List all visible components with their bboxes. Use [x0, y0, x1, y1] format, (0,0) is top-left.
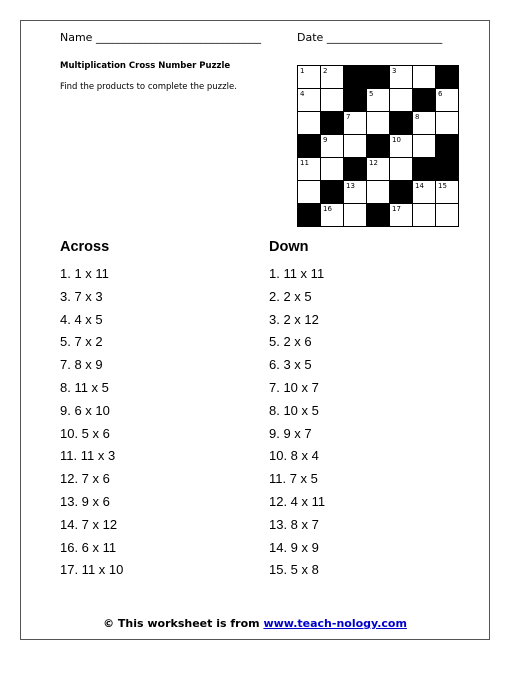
grid-cell[interactable] — [413, 204, 436, 227]
grid-cell-blocked — [367, 66, 390, 89]
grid-cell-number: 15 — [438, 182, 447, 190]
down-clue: 15. 5 x 8 — [269, 562, 319, 578]
grid-cell-blocked — [344, 66, 367, 89]
grid-cell-number: 14 — [415, 182, 424, 190]
down-clue-list — [269, 263, 325, 582]
grid-cell-blocked — [321, 181, 344, 204]
grid-cell[interactable] — [390, 204, 413, 227]
across-clue: 7. 8 x 9 — [60, 357, 103, 373]
grid-cell[interactable] — [367, 158, 390, 181]
grid-cell[interactable] — [344, 135, 367, 158]
grid-cell-blocked — [436, 158, 459, 181]
grid-cell-number: 3 — [392, 67, 397, 75]
grid-cell[interactable] — [298, 181, 321, 204]
grid-cell[interactable] — [436, 89, 459, 112]
grid-cell-number: 2 — [323, 67, 328, 75]
grid-cell[interactable] — [390, 135, 413, 158]
date-field-label: Date _____________________ — [297, 31, 443, 44]
grid-cell[interactable] — [344, 181, 367, 204]
across-clue: 1. 1 x 11 — [60, 266, 109, 281]
grid-cell-number: 9 — [323, 136, 328, 144]
grid-cell[interactable] — [436, 204, 459, 227]
grid-cell[interactable] — [321, 158, 344, 181]
grid-cell[interactable] — [298, 89, 321, 112]
grid-cell-blocked — [298, 135, 321, 158]
grid-cell-blocked — [367, 204, 390, 227]
grid-cell-blocked — [413, 89, 436, 112]
grid-cell[interactable] — [413, 181, 436, 204]
grid-cell[interactable] — [413, 135, 436, 158]
footer-link[interactable]: www.teach-nology.com — [263, 617, 407, 630]
grid-cell-number: 10 — [392, 136, 401, 144]
grid-cell[interactable] — [436, 112, 459, 135]
grid-cell-number: 7 — [346, 113, 351, 121]
footer-credit — [21, 617, 489, 630]
grid-cell[interactable] — [390, 89, 413, 112]
grid-cell-number: 8 — [415, 113, 420, 121]
cross-number-grid — [297, 65, 459, 227]
grid-cell-number: 13 — [346, 182, 355, 190]
grid-cell-blocked — [436, 66, 459, 89]
grid-cell[interactable] — [413, 66, 436, 89]
grid-cell-number: 12 — [369, 159, 378, 167]
down-clue: 1. 11 x 11 — [269, 266, 325, 281]
across-clue-list — [60, 263, 123, 582]
down-clue: 11. 7 x 5 — [269, 471, 318, 487]
down-clue: 2. 2 x 5 — [269, 288, 312, 304]
grid-cell[interactable] — [390, 158, 413, 181]
down-clue: 3. 2 x 12 — [269, 311, 319, 327]
grid-cell[interactable] — [367, 181, 390, 204]
worksheet-page — [20, 20, 490, 640]
grid-cell-blocked — [344, 89, 367, 112]
across-clue: 14. 7 x 12 — [60, 516, 118, 532]
across-clue: 5. 7 x 2 — [60, 334, 103, 350]
across-clue: 12. 7 x 6 — [60, 471, 110, 487]
down-clue: 5. 2 x 6 — [269, 334, 312, 350]
down-clue: 7. 10 x 7 — [269, 379, 319, 395]
grid-cell-blocked — [367, 135, 390, 158]
grid-cell-blocked — [436, 135, 459, 158]
across-clue: 3. 7 x 3 — [60, 288, 103, 304]
grid-cell-number: 4 — [300, 90, 305, 98]
grid-cell[interactable] — [367, 89, 390, 112]
footer-text: © This worksheet is from — [103, 617, 264, 630]
grid-cell[interactable] — [321, 135, 344, 158]
grid-cell[interactable] — [436, 181, 459, 204]
grid-cell[interactable] — [321, 204, 344, 227]
grid-cell[interactable] — [390, 66, 413, 89]
grid-cell-blocked — [390, 181, 413, 204]
grid-cell-blocked — [413, 158, 436, 181]
across-clue: 8. 11 x 5 — [60, 379, 109, 395]
across-clue: 11. 11 x 3 — [60, 448, 116, 464]
grid-cell[interactable] — [344, 112, 367, 135]
grid-cell-number: 1 — [300, 67, 305, 75]
grid-cell[interactable] — [298, 158, 321, 181]
grid-cell[interactable] — [344, 204, 367, 227]
across-clue: 10. 5 x 6 — [60, 425, 110, 441]
worksheet-title: Multiplication Cross Number Puzzle — [60, 61, 231, 71]
down-clue: 8. 10 x 5 — [269, 402, 319, 418]
grid-cell-number: 16 — [323, 205, 332, 213]
grid-cell-blocked — [344, 158, 367, 181]
grid-cell-number: 11 — [300, 159, 309, 167]
grid-cell-number: 6 — [438, 90, 443, 98]
grid-cell[interactable] — [321, 89, 344, 112]
down-clue: 14. 9 x 9 — [269, 539, 319, 555]
grid-cell-blocked — [321, 112, 344, 135]
down-clue: 13. 8 x 7 — [269, 516, 319, 532]
across-clue: 13. 9 x 6 — [60, 493, 110, 509]
across-heading: Across — [60, 239, 110, 255]
grid-cell[interactable] — [321, 66, 344, 89]
down-clues — [269, 239, 325, 582]
across-clue: 16. 6 x 11 — [60, 539, 117, 555]
grid-cell-number: 5 — [369, 90, 374, 98]
down-heading: Down — [269, 239, 309, 255]
grid-cell-blocked — [298, 204, 321, 227]
grid-cell[interactable] — [413, 112, 436, 135]
across-clues — [60, 239, 123, 582]
name-field-label: Name ______________________________ — [60, 31, 261, 44]
down-clue: 6. 3 x 5 — [269, 357, 312, 373]
across-clue: 4. 4 x 5 — [60, 311, 103, 327]
grid-cell[interactable] — [298, 66, 321, 89]
grid-cell[interactable] — [367, 112, 390, 135]
across-clue: 9. 6 x 10 — [60, 402, 110, 418]
down-clue: 9. 9 x 7 — [269, 425, 312, 441]
grid-cell-number: 17 — [392, 205, 401, 213]
across-clue: 17. 11 x 10 — [60, 562, 124, 578]
grid-cell[interactable] — [298, 112, 321, 135]
grid-cell-blocked — [390, 112, 413, 135]
down-clue: 10. 8 x 4 — [269, 448, 319, 464]
worksheet-instructions: Find the products to complete the puzzle. — [60, 82, 237, 92]
down-clue: 12. 4 x 11 — [269, 493, 326, 509]
